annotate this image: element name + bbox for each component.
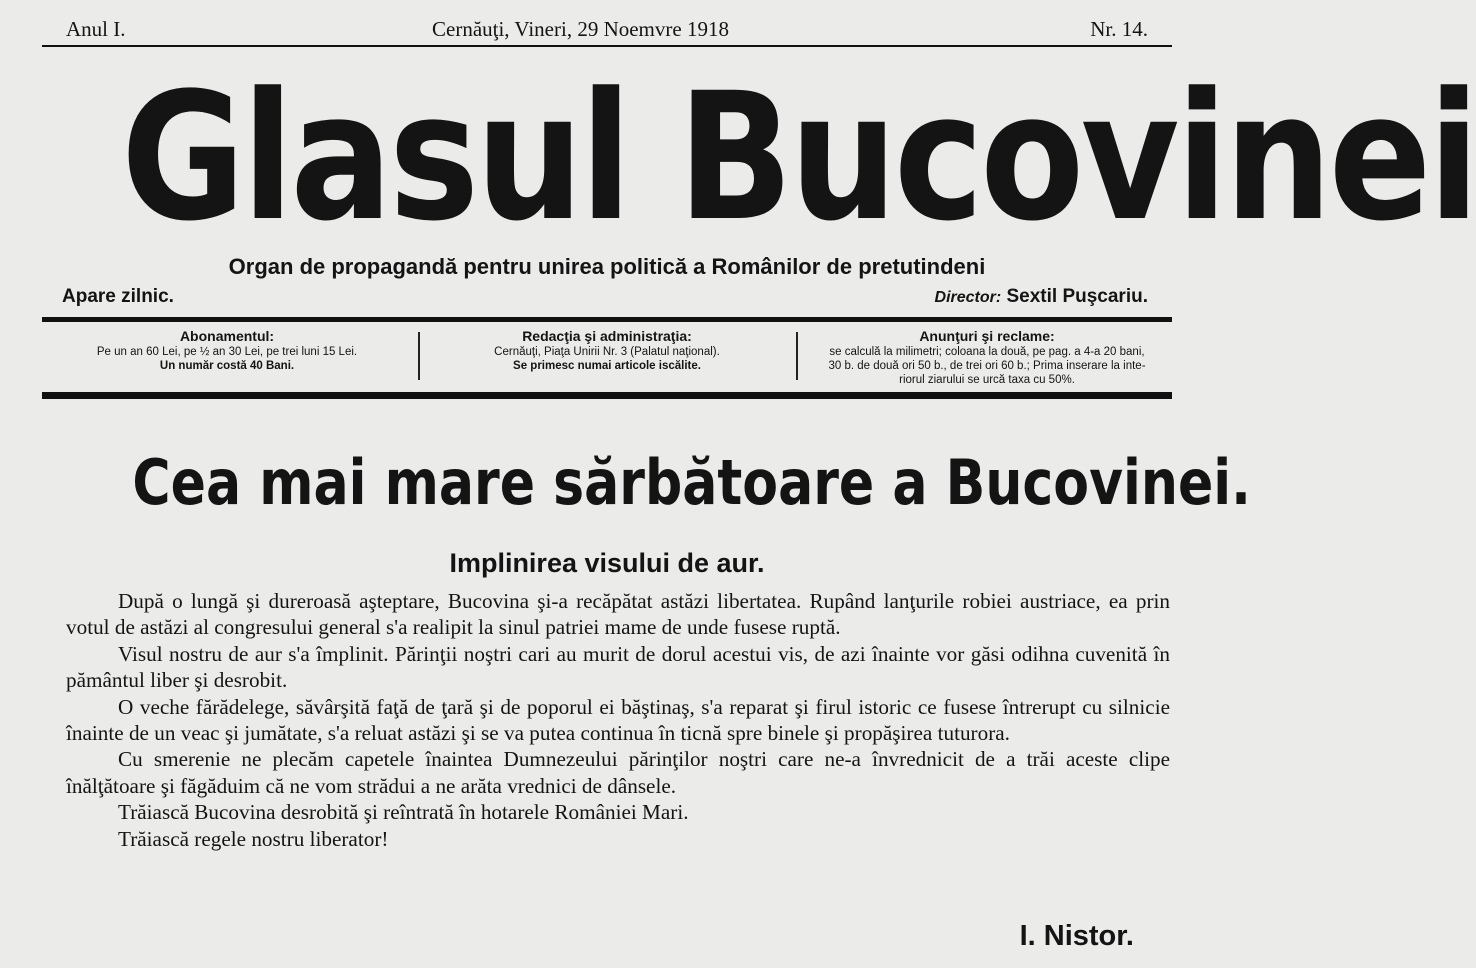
subscriptions-prices: Pe un an 60 Lei, pe ½ an 30 Lei, pe trei luni 15 Lei. xyxy=(96,346,358,358)
article-paragraph: După o lungă şi dureroasă aşteptare, Bucovina şi-a recăpătat astăzi libertatea. Rupând lanţurile robiei austriace, ea prin votul de astăzi al congresului general s'a realipit la sinul patriei mame de unde fusese ruptă. xyxy=(66,589,1170,640)
article-paragraph: Visul nostru de aur s'a împlinit. Părinţii noştri cari au murit de dorul acestui vis, de azi înainte vor găsi odihna cuvenită în pământul liber şi desrobit. xyxy=(66,641,1170,693)
dateline-rule xyxy=(42,45,1172,47)
issue-number: Nr. 14. xyxy=(1090,17,1148,41)
masthead-subtitle: Organ de propagandă pentru unirea politică a Românilor de pretutindeni xyxy=(228,254,986,279)
article-signature: I. Nistor. xyxy=(1019,920,1134,952)
ads-line-1: se calculă la milimetri; coloana la două, pe pag. a 4-a 20 bani, xyxy=(829,346,1145,358)
place-date: Cernăuţi, Vineri, 29 Noemvre 1918 xyxy=(432,17,729,41)
article-paragraph: Cu smerenie ne plecăm capetele înaintea Dumnezeului părinţilor noştri care ne-a învrednicit de a trăi aceste clipe înălţătoare şi făgăduim că ne vom strădui a ne arăta vrednici de dânsele. xyxy=(66,747,1170,798)
subscriptions-heading: Abonamentul: xyxy=(179,328,275,344)
ads-line-2: 30 b. de două ori 50 b., de trei ori 60 b.; Prima inserare la inte- xyxy=(828,360,1146,372)
year-label: Anul I. xyxy=(66,17,126,41)
editorial-note: Se primesc numai articole iscălite. xyxy=(513,360,701,372)
subscriptions-box xyxy=(42,328,412,390)
dateline xyxy=(42,14,1172,44)
editorial-heading: Redacţia şi administraţia: xyxy=(522,328,692,344)
editorial-box xyxy=(424,328,790,390)
ads-heading: Anunţuri şi reclame: xyxy=(919,328,1055,344)
info-band xyxy=(42,320,1172,392)
issue-price: Un număr costă 40 Bani. xyxy=(159,360,295,372)
article-deck: Implinirea visului de aur. xyxy=(449,548,765,578)
ads-line-3: riorul ziarului se urcă taxa cu 50%. xyxy=(899,374,1075,386)
director-name: Sextil Puşcariu. xyxy=(1006,286,1148,307)
article-paragraph: Trăiască regele nostru liberator! xyxy=(118,826,389,851)
director-label: Director: xyxy=(934,289,1002,306)
editorial-address: Cernăuţi, Piaţa Unirii Nr. 3 (Palatul naţional). xyxy=(494,346,720,358)
column-divider xyxy=(418,332,420,380)
column-divider xyxy=(796,332,798,380)
article-paragraph: O veche fărădelege, săvârşită faţă de ţară şi de poporul ei băştinaş, s'a reparat şi firul istoric ce fusese întrerupt cu silnicie înainte de un veac şi jumătate, s'a reluat astăzi şi se va putea continua în ticnă spre binele şi propăşirea tuturora. xyxy=(66,694,1170,746)
article-paragraph: Trăiască Bucovina desrobită şi reîntrată în hotarele României Mari. xyxy=(118,800,689,825)
article-body xyxy=(66,588,1170,852)
ads-box xyxy=(802,328,1172,390)
band-bottom-rule xyxy=(42,392,1172,399)
masthead-title: Glasul Bucovinei xyxy=(121,55,1476,260)
director-line xyxy=(935,286,1148,308)
publication-frequency: Apare zilnic. xyxy=(62,286,174,307)
article-headline: Cea mai mare sărbătoare a Bucovinei. xyxy=(132,446,1251,519)
